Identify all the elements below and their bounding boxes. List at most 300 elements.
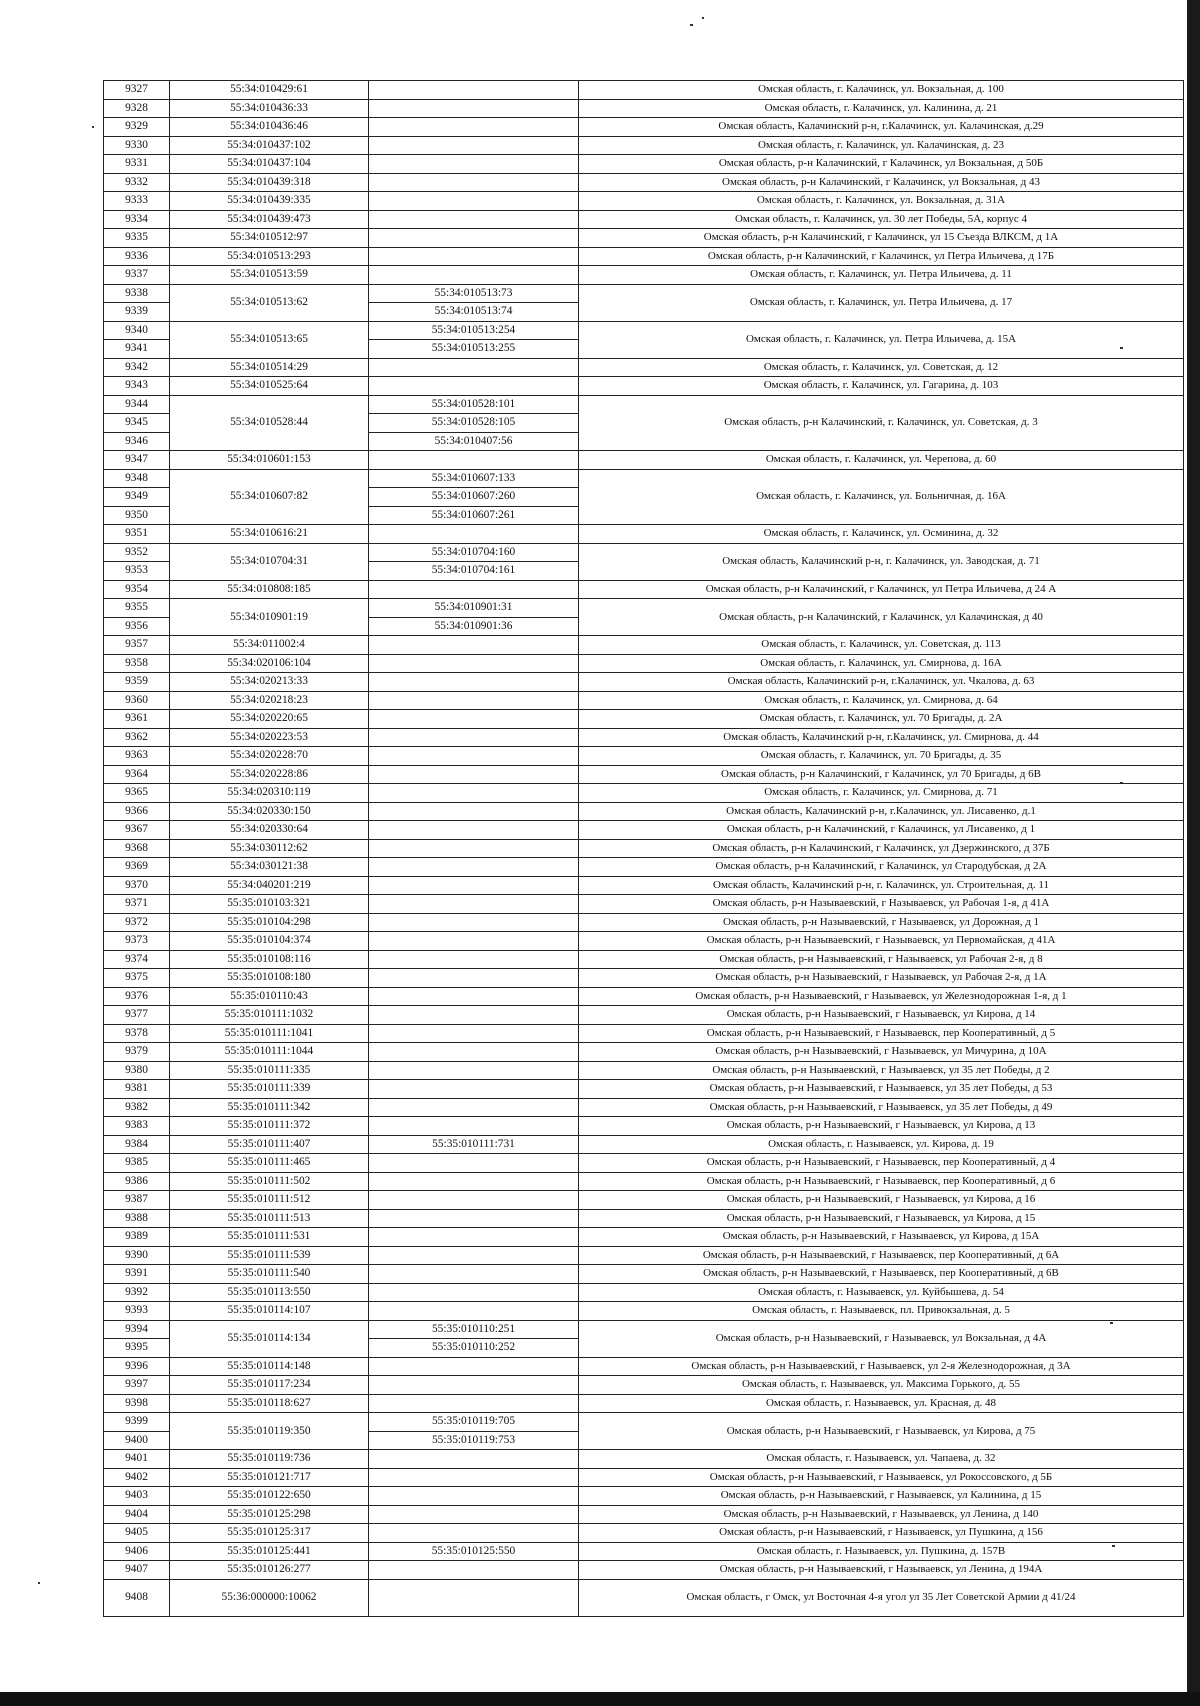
row-number: 9381 (104, 1080, 170, 1099)
linked-cadastral-number (369, 1006, 579, 1025)
linked-cadastral-number (369, 673, 579, 692)
scan-edge-bottom (0, 1692, 1200, 1706)
cadastral-number: 55:35:010125:441 (170, 1542, 369, 1561)
cadastral-number: 55:34:010901:19 (170, 599, 369, 636)
address: Омская область, р-н Называевский, г Называевск, ул 35 лет Победы, д 2 (579, 1061, 1184, 1080)
linked-cadastral-number (369, 210, 579, 229)
row-number: 9384 (104, 1135, 170, 1154)
table-row (104, 1561, 1184, 1580)
table-row (104, 839, 1184, 858)
cadastral-number: 55:35:010111:1044 (170, 1043, 369, 1062)
row-number: 9375 (104, 969, 170, 988)
address: Омская область, р-н Называевский, г Называевск, ул 35 лет Победы, д 49 (579, 1098, 1184, 1117)
address: Омская область, р-н Называевский, г Называевск, пер Кооперативный, д 6В (579, 1265, 1184, 1284)
address: Омская область, р-н Калачинский, г Калачинск, ул Петра Ильичева, д 17Б (579, 247, 1184, 266)
address: Омская область, г. Калачинск, ул. Смирнова, д. 16А (579, 654, 1184, 673)
row-number: 9374 (104, 950, 170, 969)
table-row (104, 895, 1184, 914)
row-number: 9340 (104, 321, 170, 340)
table-row (104, 1505, 1184, 1524)
row-number: 9382 (104, 1098, 170, 1117)
table-row (104, 81, 1184, 100)
table-row (104, 451, 1184, 470)
table-row (104, 821, 1184, 840)
registry-table-body (104, 81, 1184, 1617)
cadastral-number: 55:35:010111:465 (170, 1154, 369, 1173)
linked-cadastral-number (369, 654, 579, 673)
address: Омская область, р-н Называевский, г Называевск, ул 35 лет Победы, д 53 (579, 1080, 1184, 1099)
table-row (104, 358, 1184, 377)
linked-cadastral-number: 55:34:010407:56 (369, 432, 579, 451)
linked-cadastral-number (369, 266, 579, 285)
row-number: 9361 (104, 710, 170, 729)
row-number: 9337 (104, 266, 170, 285)
linked-cadastral-number: 55:35:010110:252 (369, 1339, 579, 1358)
linked-cadastral-number (369, 1487, 579, 1506)
address: Омская область, г. Калачинск, ул. Советская, д. 12 (579, 358, 1184, 377)
row-number: 9344 (104, 395, 170, 414)
cadastral-number: 55:34:020330:150 (170, 802, 369, 821)
table-row (104, 710, 1184, 729)
cadastral-number: 55:35:010119:350 (170, 1413, 369, 1450)
address: Омская область, р-н Называевский, г Называевск, ул Рабочая 2-я, д 8 (579, 950, 1184, 969)
address: Омская область, г. Калачинск, ул. Петра Ильичева, д. 15А (579, 321, 1184, 358)
address: Омская область, р-н Калачинский, г. Калачинск, ул. Советская, д. 3 (579, 395, 1184, 451)
linked-cadastral-number (369, 192, 579, 211)
cadastral-number: 55:35:010117:234 (170, 1376, 369, 1395)
linked-cadastral-number (369, 1357, 579, 1376)
cadastral-number: 55:34:010512:97 (170, 229, 369, 248)
table-row (104, 1006, 1184, 1025)
address: Омская область, р-н Калачинский, г Калачинск, ул Стародубская, д 2А (579, 858, 1184, 877)
row-number: 9365 (104, 784, 170, 803)
linked-cadastral-number (369, 580, 579, 599)
row-number: 9332 (104, 173, 170, 192)
linked-cadastral-number (369, 950, 579, 969)
row-number: 9380 (104, 1061, 170, 1080)
linked-cadastral-number: 55:34:010528:105 (369, 414, 579, 433)
row-number: 9359 (104, 673, 170, 692)
row-number: 9369 (104, 858, 170, 877)
cadastral-number: 55:34:010528:44 (170, 395, 369, 451)
cadastral-number: 55:35:010108:116 (170, 950, 369, 969)
address: Омская область, г Омск, ул Восточная 4-я угол ул 35 Лет Советской Армии д 41/24 (579, 1579, 1184, 1616)
row-number: 9385 (104, 1154, 170, 1173)
table-row (104, 1117, 1184, 1136)
cadastral-number: 55:35:010121:717 (170, 1468, 369, 1487)
table-row (104, 118, 1184, 137)
linked-cadastral-number (369, 1394, 579, 1413)
table-row (104, 1376, 1184, 1395)
linked-cadastral-number: 55:34:010704:161 (369, 562, 579, 581)
address: Омская область, р-н Называевский, г Называевск, ул Вокзальная, д 4А (579, 1320, 1184, 1357)
row-number: 9345 (104, 414, 170, 433)
cadastral-number: 55:35:010103:321 (170, 895, 369, 914)
address: Омская область, р-н Называевский, г Называевск, ул Первомайская, д 41А (579, 932, 1184, 951)
linked-cadastral-number (369, 987, 579, 1006)
scan-speck (92, 126, 94, 128)
linked-cadastral-number: 55:35:010119:705 (369, 1413, 579, 1432)
linked-cadastral-number (369, 1043, 579, 1062)
address: Омская область, г. Калачинск, ул. Вокзальная, д. 100 (579, 81, 1184, 100)
cadastral-number: 55:35:010111:502 (170, 1172, 369, 1191)
table-row (104, 1024, 1184, 1043)
linked-cadastral-number (369, 99, 579, 118)
table-row (104, 1468, 1184, 1487)
linked-cadastral-number (369, 229, 579, 248)
table-row (104, 99, 1184, 118)
row-number: 9393 (104, 1302, 170, 1321)
table-row (104, 599, 1184, 618)
address: Омская область, р-н Калачинский, г Калачинск, ул Вокзальная, д 50Б (579, 155, 1184, 174)
cadastral-number: 55:34:020220:65 (170, 710, 369, 729)
row-number: 9390 (104, 1246, 170, 1265)
linked-cadastral-number (369, 1302, 579, 1321)
row-number: 9364 (104, 765, 170, 784)
linked-cadastral-number (369, 136, 579, 155)
cadastral-number: 55:34:030112:62 (170, 839, 369, 858)
cadastral-number: 55:35:010110:43 (170, 987, 369, 1006)
address: Омская область, р-н Называевский, г Называевск, ул Железнодорожная 1-я, д 1 (579, 987, 1184, 1006)
linked-cadastral-number (369, 932, 579, 951)
table-row (104, 469, 1184, 488)
cadastral-number: 55:35:010111:1032 (170, 1006, 369, 1025)
cadastral-number: 55:35:010111:531 (170, 1228, 369, 1247)
address: Омская область, р-н Называевский, г Называевск, ул Пушкина, д 156 (579, 1524, 1184, 1543)
row-number: 9333 (104, 192, 170, 211)
row-number: 9401 (104, 1450, 170, 1469)
cadastral-number: 55:34:020213:33 (170, 673, 369, 692)
table-row (104, 654, 1184, 673)
linked-cadastral-number (369, 81, 579, 100)
linked-cadastral-number: 55:35:010125:550 (369, 1542, 579, 1561)
row-number: 9392 (104, 1283, 170, 1302)
address: Омская область, р-н Называевский, г Называевск, пер Кооперативный, д 6 (579, 1172, 1184, 1191)
linked-cadastral-number (369, 525, 579, 544)
row-number: 9396 (104, 1357, 170, 1376)
table-row (104, 987, 1184, 1006)
row-number: 9377 (104, 1006, 170, 1025)
row-number: 9371 (104, 895, 170, 914)
scan-edge-right (1187, 0, 1200, 1706)
table-row (104, 1061, 1184, 1080)
address: Омская область, г. Калачинск, ул. Осминина, д. 32 (579, 525, 1184, 544)
linked-cadastral-number (369, 691, 579, 710)
row-number: 9330 (104, 136, 170, 155)
linked-cadastral-number (369, 636, 579, 655)
table-row (104, 1154, 1184, 1173)
address: Омская область, Калачинский р-н, г.Калачинск, ул. Калачинская, д.29 (579, 118, 1184, 137)
row-number: 9358 (104, 654, 170, 673)
table-row (104, 1080, 1184, 1099)
cadastral-number: 55:34:020310:119 (170, 784, 369, 803)
row-number: 9351 (104, 525, 170, 544)
cadastral-number: 55:34:010513:59 (170, 266, 369, 285)
cadastral-number: 55:34:030121:38 (170, 858, 369, 877)
cadastral-number: 55:34:010439:335 (170, 192, 369, 211)
table-row (104, 321, 1184, 340)
cadastral-number: 55:34:010429:61 (170, 81, 369, 100)
linked-cadastral-number: 55:34:010607:261 (369, 506, 579, 525)
table-row (104, 1246, 1184, 1265)
table-row (104, 1043, 1184, 1062)
cadastral-number: 55:34:020228:86 (170, 765, 369, 784)
row-number: 9334 (104, 210, 170, 229)
row-number: 9339 (104, 303, 170, 322)
cadastral-number: 55:35:010111:407 (170, 1135, 369, 1154)
linked-cadastral-number (369, 1524, 579, 1543)
cadastral-number: 55:35:010108:180 (170, 969, 369, 988)
address: Омская область, г. Калачинск, ул. 30 лет Победы, 5А, корпус 4 (579, 210, 1184, 229)
linked-cadastral-number (369, 913, 579, 932)
address: Омская область, р-н Называевский, г Называевск, ул Кирова, д 14 (579, 1006, 1184, 1025)
row-number: 9328 (104, 99, 170, 118)
cadastral-number: 55:35:010119:736 (170, 1450, 369, 1469)
cadastral-number: 55:35:010125:317 (170, 1524, 369, 1543)
address: Омская область, г. Называевск, ул. Красная, д. 48 (579, 1394, 1184, 1413)
table-row (104, 1098, 1184, 1117)
row-number: 9347 (104, 451, 170, 470)
linked-cadastral-number (369, 1172, 579, 1191)
cadastral-number: 55:35:010111:512 (170, 1191, 369, 1210)
row-number: 9399 (104, 1413, 170, 1432)
linked-cadastral-number (369, 895, 579, 914)
address: Омская область, г. Называевск, ул. Пушкина, д. 157В (579, 1542, 1184, 1561)
scan-speck (690, 24, 693, 26)
table-row (104, 950, 1184, 969)
table-row (104, 691, 1184, 710)
cadastral-number: 55:34:010439:473 (170, 210, 369, 229)
linked-cadastral-number (369, 118, 579, 137)
table-row (104, 1579, 1184, 1616)
address: Омская область, р-н Калачинский, г Калачинск, ул 15 Съезда ВЛКСМ, д 1А (579, 229, 1184, 248)
address: Омская область, г. Называевск, пл. Привокзальная, д. 5 (579, 1302, 1184, 1321)
address: Омская область, р-н Калачинский, г Калачинск, ул Вокзальная, д 43 (579, 173, 1184, 192)
linked-cadastral-number (369, 969, 579, 988)
table-row (104, 802, 1184, 821)
address: Омская область, р-н Называевский, г Называевск, ул Кирова, д 75 (579, 1413, 1184, 1450)
cadastral-number: 55:36:000000:10062 (170, 1579, 369, 1616)
registry-table (103, 80, 1184, 1617)
address: Омская область, г. Калачинск, ул. Смирнова, д. 71 (579, 784, 1184, 803)
linked-cadastral-number: 55:35:010111:731 (369, 1135, 579, 1154)
cadastral-number: 55:35:010125:298 (170, 1505, 369, 1524)
row-number: 9363 (104, 747, 170, 766)
row-number: 9356 (104, 617, 170, 636)
table-row (104, 210, 1184, 229)
scan-speck (702, 17, 704, 19)
cadastral-number: 55:35:010114:148 (170, 1357, 369, 1376)
cadastral-number: 55:34:010808:185 (170, 580, 369, 599)
row-number: 9372 (104, 913, 170, 932)
linked-cadastral-number (369, 1209, 579, 1228)
cadastral-number: 55:34:010513:293 (170, 247, 369, 266)
linked-cadastral-number: 55:34:010528:101 (369, 395, 579, 414)
row-number: 9405 (104, 1524, 170, 1543)
address: Омская область, р-н Калачинский, г Калачинск, ул Дзержинского, д 37Б (579, 839, 1184, 858)
table-row (104, 1450, 1184, 1469)
address: Омская область, г. Калачинск, ул. Калачинская, д. 23 (579, 136, 1184, 155)
table-row (104, 913, 1184, 932)
address: Омская область, г. Называевск, ул. Кирова, д. 19 (579, 1135, 1184, 1154)
linked-cadastral-number (369, 247, 579, 266)
cadastral-number: 55:34:011002:4 (170, 636, 369, 655)
linked-cadastral-number (369, 710, 579, 729)
table-row (104, 1209, 1184, 1228)
row-number: 9402 (104, 1468, 170, 1487)
linked-cadastral-number (369, 173, 579, 192)
address: Омская область, р-н Называевский, г Называевск, ул Кирова, д 15А (579, 1228, 1184, 1247)
row-number: 9353 (104, 562, 170, 581)
address: Омская область, р-н Называевский, г Называевск, ул Мичурина, д 10А (579, 1043, 1184, 1062)
linked-cadastral-number (369, 1376, 579, 1395)
address: Омская область, Калачинский р-н, г.Калачинск, ул. Лисавенко, д.1 (579, 802, 1184, 821)
address: Омская область, г. Калачинск, ул. Вокзальная, д. 31А (579, 192, 1184, 211)
cadastral-number: 55:34:010704:31 (170, 543, 369, 580)
linked-cadastral-number (369, 1283, 579, 1302)
table-row (104, 1320, 1184, 1339)
linked-cadastral-number (369, 1246, 579, 1265)
table-row (104, 1191, 1184, 1210)
linked-cadastral-number (369, 1154, 579, 1173)
table-row (104, 1394, 1184, 1413)
row-number: 9408 (104, 1579, 170, 1616)
row-number: 9404 (104, 1505, 170, 1524)
row-number: 9379 (104, 1043, 170, 1062)
row-number: 9386 (104, 1172, 170, 1191)
linked-cadastral-number (369, 1024, 579, 1043)
table-row (104, 1228, 1184, 1247)
table-row (104, 1542, 1184, 1561)
linked-cadastral-number (369, 1191, 579, 1210)
address: Омская область, р-н Называевский, г Называевск, ул Кирова, д 13 (579, 1117, 1184, 1136)
cadastral-number: 55:34:010513:62 (170, 284, 369, 321)
row-number: 9376 (104, 987, 170, 1006)
row-number: 9338 (104, 284, 170, 303)
row-number: 9350 (104, 506, 170, 525)
row-number: 9352 (104, 543, 170, 562)
linked-cadastral-number: 55:34:010607:133 (369, 469, 579, 488)
scan-speck (38, 1582, 40, 1584)
linked-cadastral-number (369, 1117, 579, 1136)
linked-cadastral-number: 55:34:010513:74 (369, 303, 579, 322)
linked-cadastral-number (369, 1505, 579, 1524)
table-row (104, 1487, 1184, 1506)
address: Омская область, г. Называевск, ул. Куйбышева, д. 54 (579, 1283, 1184, 1302)
address: Омская область, г. Калачинск, ул. Смирнова, д. 64 (579, 691, 1184, 710)
address: Омская область, г. Называевск, ул. Максима Горького, д. 55 (579, 1376, 1184, 1395)
row-number: 9403 (104, 1487, 170, 1506)
row-number: 9366 (104, 802, 170, 821)
table-row (104, 192, 1184, 211)
row-number: 9349 (104, 488, 170, 507)
cadastral-number: 55:34:010439:318 (170, 173, 369, 192)
cadastral-number: 55:35:010111:372 (170, 1117, 369, 1136)
cadastral-number: 55:34:020218:23 (170, 691, 369, 710)
address: Омская область, р-н Называевский, г Называевск, пер Кооперативный, д 6А (579, 1246, 1184, 1265)
row-number: 9406 (104, 1542, 170, 1561)
cadastral-number: 55:35:010104:374 (170, 932, 369, 951)
linked-cadastral-number (369, 839, 579, 858)
row-number: 9329 (104, 118, 170, 137)
table-row (104, 1302, 1184, 1321)
linked-cadastral-number: 55:34:010901:36 (369, 617, 579, 636)
table-row (104, 876, 1184, 895)
address: Омская область, р-н Называевский, г Называевск, пер Кооперативный, д 5 (579, 1024, 1184, 1043)
cadastral-number: 55:35:010126:277 (170, 1561, 369, 1580)
table-row (104, 784, 1184, 803)
address: Омская область, г. Калачинск, ул. Петра Ильичева, д. 11 (579, 266, 1184, 285)
table-row (104, 173, 1184, 192)
row-number: 9389 (104, 1228, 170, 1247)
row-number: 9378 (104, 1024, 170, 1043)
row-number: 9335 (104, 229, 170, 248)
table-row (104, 932, 1184, 951)
address: Омская область, г. Калачинск, ул. Калинина, д. 21 (579, 99, 1184, 118)
table-row (104, 1283, 1184, 1302)
linked-cadastral-number (369, 765, 579, 784)
row-number: 9357 (104, 636, 170, 655)
row-number: 9354 (104, 580, 170, 599)
address: Омская область, г. Калачинск, ул. 70 Бригады, д. 2А (579, 710, 1184, 729)
linked-cadastral-number (369, 784, 579, 803)
cadastral-number: 55:34:040201:219 (170, 876, 369, 895)
linked-cadastral-number: 55:35:010119:753 (369, 1431, 579, 1450)
cadastral-number: 55:34:010616:21 (170, 525, 369, 544)
row-number: 9407 (104, 1561, 170, 1580)
address: Омская область, р-н Называевский, г Называевск, ул 2-я Железнодорожная, д 3А (579, 1357, 1184, 1376)
row-number: 9343 (104, 377, 170, 396)
table-row (104, 136, 1184, 155)
cadastral-number: 55:34:020106:104 (170, 654, 369, 673)
address: Омская область, г. Калачинск, ул. Петра Ильичева, д. 17 (579, 284, 1184, 321)
cadastral-number: 55:35:010114:134 (170, 1320, 369, 1357)
address: Омская область, Калачинский р-н, г. Калачинск, ул. Заводская, д. 71 (579, 543, 1184, 580)
address: Омская область, Калачинский р-н, г.Калачинск, ул. Чкалова, д. 63 (579, 673, 1184, 692)
linked-cadastral-number (369, 1098, 579, 1117)
linked-cadastral-number (369, 358, 579, 377)
linked-cadastral-number (369, 1561, 579, 1580)
row-number: 9360 (104, 691, 170, 710)
address: Омская область, р-н Калачинский, г Калачинск, ул Калачинская, д 40 (579, 599, 1184, 636)
row-number: 9397 (104, 1376, 170, 1395)
cadastral-number: 55:35:010111:339 (170, 1080, 369, 1099)
row-number: 9395 (104, 1339, 170, 1358)
address: Омская область, р-н Называевский, г Называевск, ул Рабочая 2-я, д 1А (579, 969, 1184, 988)
row-number: 9336 (104, 247, 170, 266)
row-number: 9368 (104, 839, 170, 858)
table-row (104, 1172, 1184, 1191)
row-number: 9331 (104, 155, 170, 174)
address: Омская область, Калачинский р-н, г. Калачинск, ул. Строительная, д. 11 (579, 876, 1184, 895)
linked-cadastral-number (369, 858, 579, 877)
address: Омская область, р-н Называевский, г Называевск, ул Ленина, д 140 (579, 1505, 1184, 1524)
linked-cadastral-number (369, 1450, 579, 1469)
row-number: 9383 (104, 1117, 170, 1136)
address: Омская область, р-н Калачинский, г Калачинск, ул Лисавенко, д 1 (579, 821, 1184, 840)
row-number: 9342 (104, 358, 170, 377)
linked-cadastral-number (369, 821, 579, 840)
address: Омская область, г. Калачинск, ул. Черепова, д. 60 (579, 451, 1184, 470)
row-number: 9387 (104, 1191, 170, 1210)
row-number: 9348 (104, 469, 170, 488)
row-number: 9362 (104, 728, 170, 747)
cadastral-number: 55:34:010437:104 (170, 155, 369, 174)
address: Омская область, г. Калачинск, ул. Гагарина, д. 103 (579, 377, 1184, 396)
cadastral-number: 55:34:010525:64 (170, 377, 369, 396)
cadastral-number: 55:34:010601:153 (170, 451, 369, 470)
cadastral-number: 55:35:010111:342 (170, 1098, 369, 1117)
